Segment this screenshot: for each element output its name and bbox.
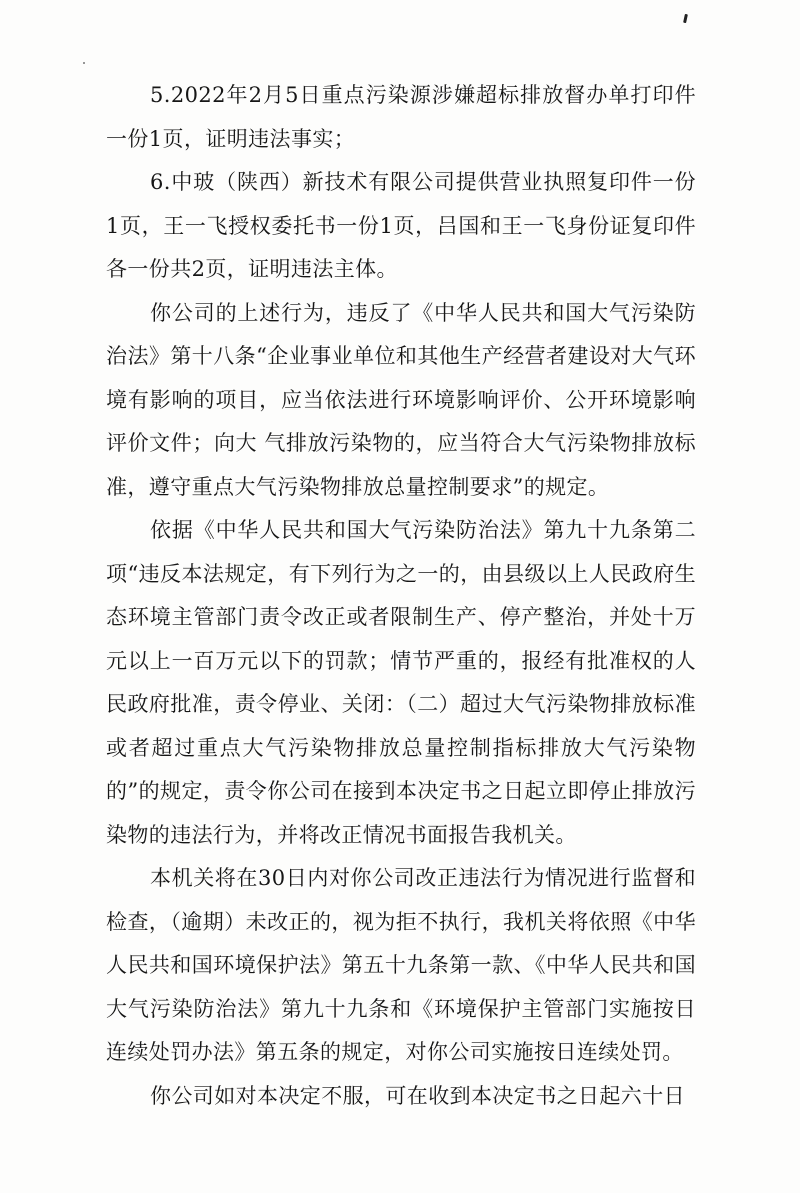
scan-speck bbox=[683, 14, 688, 23]
document-body bbox=[106, 74, 696, 1118]
paragraph-evidence-5: 5.2022年2月5日重点污染源涉嫌超标排放督办单打印件一份1页，证明违法事实； bbox=[106, 83, 696, 151]
paragraph-evidence-6: 6.中玻（陕西）新技术有限公司提供营业执照复印件一份1页，王一飞授权委托书一份1页，吕国和王一飞身份证复印件各一份共2页，证明违法主体。 bbox=[106, 170, 696, 281]
scan-speck bbox=[83, 62, 85, 64]
paragraph-violation: 你公司的上述行为，违反了《中华人民共和国大气污染防治法》第十八条“企业事业单位和其他生产经营者建设对大气环境有影响的项目，应当依法进行环境影响评价、公开环境影响评价文件；向大 气排放污染物的，应当符合大气污染物排放标准，遵守重点大气污染物排放总量控制要求”的规定。 bbox=[106, 300, 696, 499]
paragraph-appeal: 你公司如对本决定不服，可在收到本决定书之日起六十日 bbox=[150, 1083, 685, 1108]
paragraph-supervision: 本机关将在30日内对你公司改正违法行为情况进行监督和检查，（逾期）未改正的，视为拒不执行，我机关将依照《中华人民共和国环境保护法》第五十九条第一款、《中华人民共和国大气污染防治法》第九十九条和《环境保护主管部门实施按日连续处罚办法》第五条的规定，对你公司实施按日连续处罚。 bbox=[106, 866, 696, 1064]
paragraph-legal-basis: 依据《中华人民共和国大气污染防治法》第九十九条第二项“违反本法规定，有下列行为之一的，由县级以上人民政府生态环境主管部门责令改正或者限制生产、停产整治，并处十万元以上一百万元以下的罚款；情节严重的，报经有批准权的人民政府批准，责令停业、关闭：（二）超过大气污染物排放标准或者超过重点大气污染物排放总量控制指标排放大气污染物的”的规定，责令你公司在接到本决定书之日起立即停止排放污染物的违法行为，并将改正情况书面报告我机关。 bbox=[106, 518, 696, 847]
